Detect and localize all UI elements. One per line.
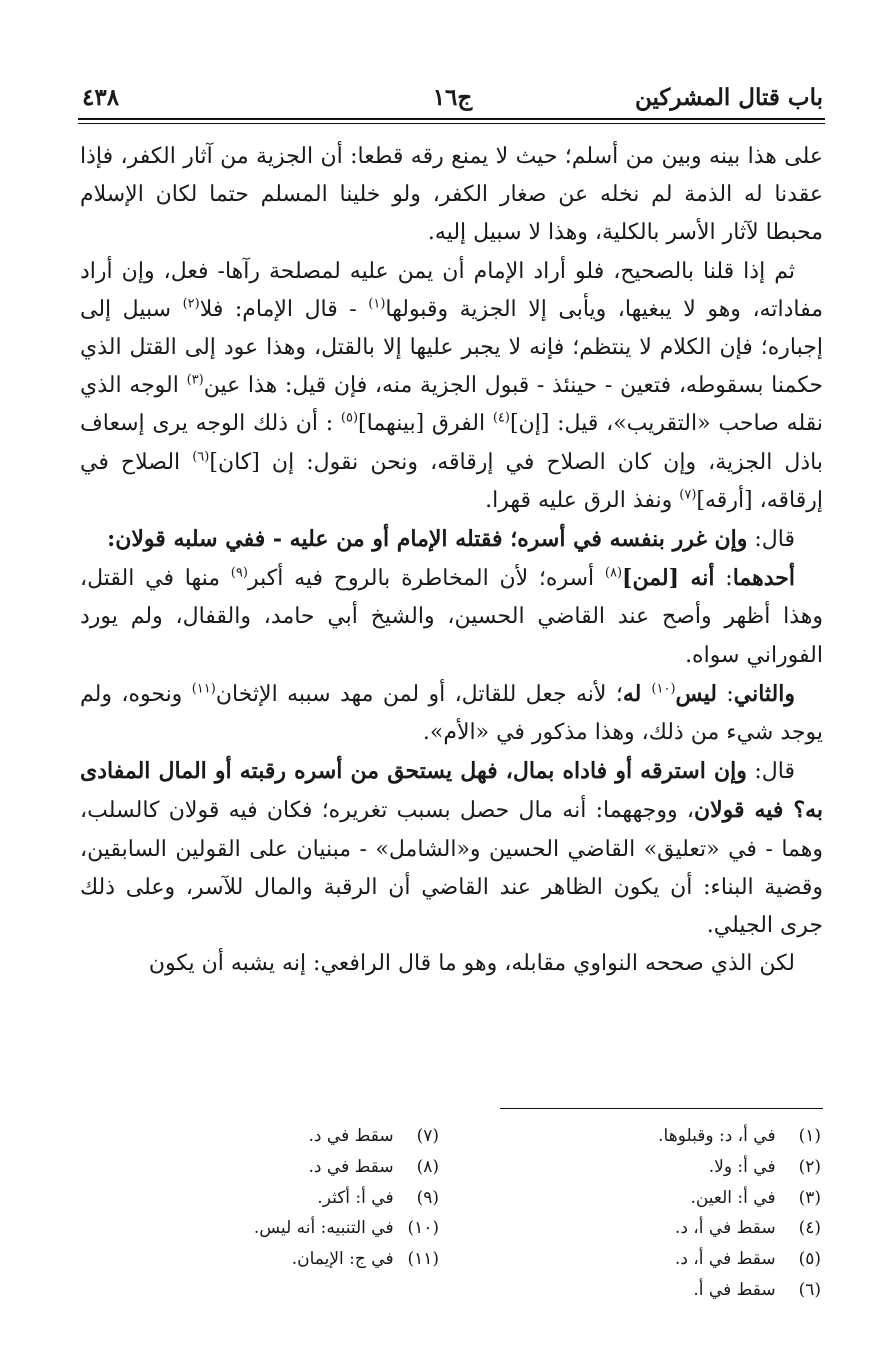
text-span: سبيل إلى إجباره؛ فإن الكلام لا ينتظم؛ فإنه لا يجبر عليها إلا بالقتل، وهذا عود إلى القتل الذي حكمنا بسقوطه، فتعين - حينئذ - قبول الجزية منه، فإن قيل: هذا عين	[80, 296, 823, 399]
footnote-text: سقط في أ، د.	[674, 1249, 781, 1270]
footnote-item	[109, 1213, 439, 1244]
footnote-item	[109, 1244, 439, 1275]
footnote-text: في ج: الإيمان.	[291, 1249, 399, 1270]
chapter-title: باب قتال المشركين	[634, 84, 823, 111]
text-span: ، ووجههما: أنه مال حصل بسبب تغريره؛ فكان فيه قولان كالسلب، وهما - في «تعليق» القاضي الحسين و«الشامل» - مبنيان على القولين السابقين، وقضية البناء: أن يكون الظاهر عند القاضي أن الرقبة والمال للآسر، وعلى ذلك جرى الجيلي.	[80, 798, 823, 939]
text-span: ونحوه، ولم يوجد شيء من ذلك، وهذا مذكور في «الأم».	[80, 681, 823, 746]
footnote-ref: (١١)	[191, 681, 216, 697]
footnote-number: (٦)	[798, 1279, 821, 1300]
text-span: لكن الذي صححه النواوي مقابله، وهو ما قال الرافعي: إنه يشبه أن يكون	[148, 951, 795, 977]
footnote-item	[491, 1183, 821, 1214]
bold-text: وإن غرر بنفسه في أسره؛ فقتله الإمام أو من عليه - ففي سلبه قولان:	[107, 526, 748, 553]
page-number: ٤٣٨	[82, 84, 120, 111]
paragraph	[80, 253, 823, 520]
footnote-number: (١٠)	[407, 1218, 439, 1239]
text-span: على هذا بينه وبين من أسلم؛ حيث لا يمنع رقه قطعا: أن الجزية من آثار الكفر، فإذا عقدنا له الذمة لم نخله عن صغار الكفر، ولو خلينا المسلم حتما لكان الإسلام محبطا لآثار الأسر بالكلية، وهذا لا سبيل إليه.	[80, 144, 823, 246]
footnote-text: في التنبيه: أنه ليس.	[253, 1218, 399, 1239]
footnote-text: في أ: العين.	[690, 1187, 781, 1208]
footnote-ref: (٢)	[182, 296, 200, 312]
footnote-item	[491, 1275, 821, 1306]
footnote-separator	[500, 1108, 823, 1109]
footnote-ref: (٥)	[340, 411, 359, 427]
bold-text: أنه [لمن]	[622, 565, 715, 592]
footnote-text: في أ: ولا.	[708, 1156, 781, 1177]
text-span: :	[714, 566, 733, 592]
footnote-number: (٩)	[416, 1187, 439, 1208]
text-span: منها في القتل، وهذا أظهر وأصح عند القاضي الحسين، والشيخ أبي حامد، والقفال، ولم يورد الفوراني سواه.	[80, 566, 823, 668]
header-rule-thick	[78, 118, 825, 120]
text-span: ؛ لأنه جعل للقاتل، أو لمن مهد سببه الإثخان	[215, 681, 623, 707]
text-span: : أن ذلك الوجه يرى إسعاف باذل الجزية، وإن كان الصلاح في إرقاقه، ونحن نقول: إن [كان]	[80, 411, 823, 475]
text-span: الوجه الذي نقله صاحب «التقريب»، قيل: [إن]	[80, 373, 823, 437]
paragraph	[80, 138, 823, 253]
footnote-ref: (١٠)	[651, 681, 676, 697]
footnote-item	[491, 1244, 821, 1275]
footnote-item	[109, 1121, 439, 1152]
bold-text: له	[622, 680, 652, 707]
text-span: أسره؛ لأن المخاطرة بالروح فيه أكبر	[247, 566, 605, 592]
footnote-item	[491, 1121, 821, 1152]
footnote-text: في أ، د: وقبلوها.	[658, 1126, 781, 1146]
footnote-item	[109, 1152, 439, 1183]
footnote-item	[491, 1213, 821, 1244]
text-span: قال:	[747, 527, 795, 553]
paragraph	[80, 675, 823, 752]
footnotes-column-left	[109, 1121, 439, 1275]
footnote-text: سقط في أ.	[693, 1279, 781, 1300]
main-text	[80, 138, 823, 983]
text-span: :	[716, 681, 734, 707]
bold-text: وإن استرقه أو فاداه بمال، فهل يستحق من أسره رقبته أو المال المفادى به؟ فيه قولان	[80, 758, 823, 824]
footnote-number: (٤)	[798, 1218, 821, 1239]
text-span: ونفذ الرق عليه قهرا.	[485, 487, 680, 513]
bold-text: ليس	[675, 680, 717, 707]
footnote-ref: (٣)	[186, 372, 204, 388]
footnote-ref: (٧)	[679, 487, 697, 503]
footnote-number: (٧)	[416, 1126, 439, 1146]
footnote-number: (٣)	[798, 1187, 821, 1208]
text-span: قال:	[746, 759, 796, 785]
text-span: الصلاح في إرقاقه، [أرقه]	[80, 449, 823, 513]
footnote-number: (٨)	[416, 1156, 439, 1177]
footnote-number: (٥)	[798, 1249, 821, 1270]
header-rule-thin	[78, 123, 825, 124]
text-span: الفرق [بينهما]	[358, 411, 493, 437]
volume-label: ج١٦	[432, 84, 473, 111]
footnote-ref: (١)	[368, 296, 386, 312]
text-span: - قال الإمام: فلا	[199, 296, 369, 322]
footnotes-column-right	[491, 1121, 821, 1306]
paragraph	[80, 559, 823, 675]
footnote-item	[491, 1152, 821, 1183]
footnote-text: سقط في د.	[308, 1156, 399, 1177]
footnote-text: في أ: أكثر.	[317, 1187, 399, 1208]
paragraph	[80, 520, 823, 559]
footnote-number: (٢)	[798, 1156, 821, 1177]
footnote-number: (١١)	[407, 1249, 439, 1270]
text-span: ثم إذا قلنا بالصحيح، فلو أراد الإمام أن يمن عليه لمصلحة رآها- فعل، وإن أراد مفاداته، وهو لا يبغيها، ويأبى إلا الجزية وقبولها	[80, 258, 823, 322]
footnote-number: (١)	[798, 1126, 821, 1146]
paragraph	[80, 945, 823, 983]
footnote-ref: (٩)	[230, 565, 248, 581]
footnote-ref: (٨)	[604, 565, 623, 581]
footnote-item	[109, 1183, 439, 1214]
paragraph	[80, 752, 823, 945]
bold-text: أحدهما	[732, 565, 795, 592]
footnote-text: سقط في أ، د.	[674, 1218, 781, 1239]
footnote-ref: (٦)	[192, 449, 210, 465]
page-header	[82, 80, 823, 114]
bold-text: والثاني	[733, 680, 795, 707]
footnote-text: سقط في د.	[308, 1126, 399, 1146]
footnote-ref: (٤)	[492, 411, 510, 427]
